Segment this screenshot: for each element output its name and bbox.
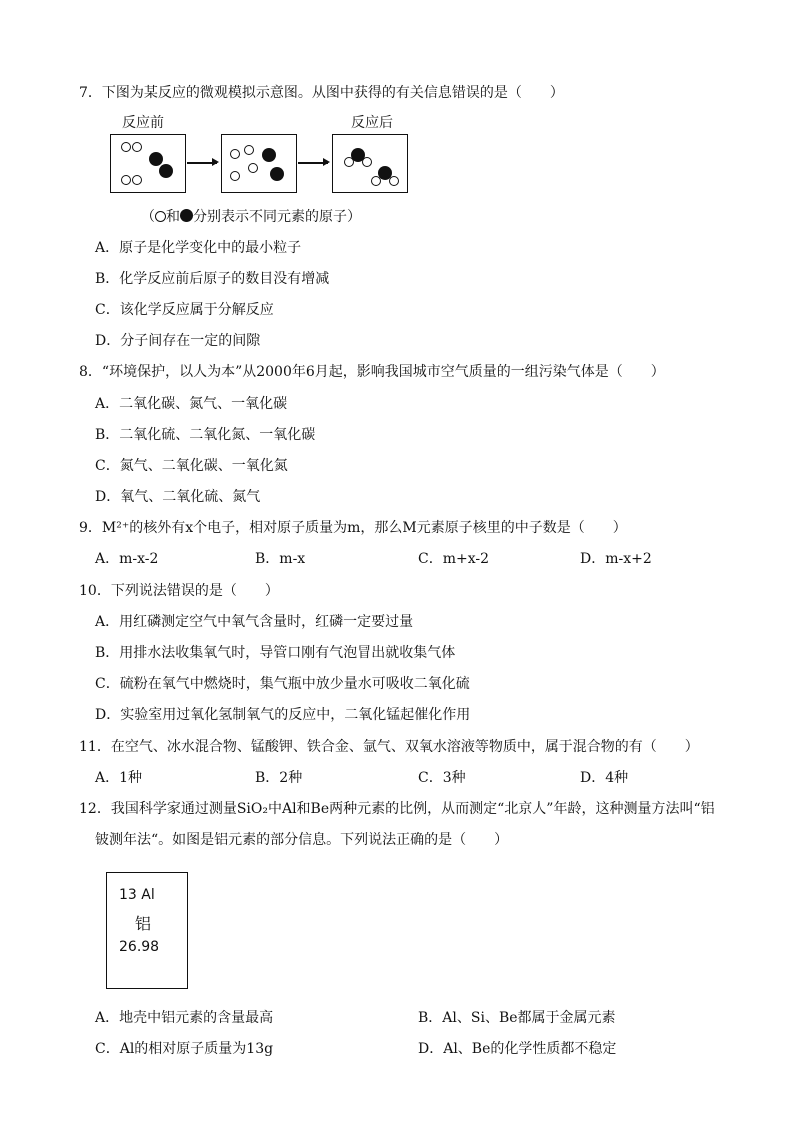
after-box <box>332 134 408 193</box>
q7-option-c[interactable]: C．该化学反应属于分解反应 <box>95 302 274 318</box>
question-7-stem: 7．下图为某反应的微观模拟示意图。从图中获得的有关信息错误的是（ ） <box>79 85 564 101</box>
before-label: 反应前 <box>122 115 164 131</box>
q9-option-c[interactable]: C．m+x-2 <box>418 551 490 567</box>
white-atom <box>121 175 131 185</box>
white-atom <box>362 157 372 167</box>
q10-option-a[interactable]: A．用红磷测定空气中氧气含量时，红磷一定要过量 <box>95 614 414 630</box>
q11-option-c[interactable]: C．3种 <box>418 770 466 786</box>
white-atom-icon <box>155 211 166 222</box>
white-atom <box>389 176 399 186</box>
q8-option-b[interactable]: B．二氧化硫、二氧化氮、一氧化碳 <box>95 427 316 443</box>
white-atom <box>244 145 254 155</box>
atom-legend <box>141 206 361 226</box>
q9-option-d[interactable]: D．m-x+2 <box>580 551 652 567</box>
q12-option-b[interactable]: B．Al、Si、Be都属于金属元素 <box>418 1010 616 1026</box>
white-atom <box>230 149 240 159</box>
element-mass: 26.98 <box>119 939 160 955</box>
before-box <box>110 134 186 193</box>
arrow-icon <box>187 162 217 164</box>
question-10-stem: 10．下列说法错误的是（ ） <box>79 583 279 599</box>
aluminum-element-card <box>106 872 188 989</box>
q11-option-b[interactable]: B．2种 <box>255 770 303 786</box>
q7-option-d[interactable]: D．分子间存在一定的间隙 <box>95 333 261 349</box>
q10-option-d[interactable]: D．实验室用过氧化氢制氧气的反应中，二氧化锰起催化作用 <box>95 707 471 723</box>
white-atom <box>230 171 240 181</box>
q9-option-b[interactable]: B．m-x <box>255 551 306 567</box>
q7-option-b[interactable]: B．化学反应前后原子的数目没有增减 <box>95 271 330 287</box>
q10-option-c[interactable]: C．硫粉在氧气中燃烧时，集气瓶中放少量水可吸收二氧化硫 <box>95 676 470 692</box>
black-atom <box>262 148 276 162</box>
black-atom <box>270 167 284 181</box>
q7-option-a[interactable]: A．原子是化学变化中的最小粒子 <box>95 240 302 256</box>
question-12-stem-line1: 12．我国科学家通过测量SiO₂中Al和Be两种元素的比例，从而测定“北京人”年龄，这种测量方法叫“铝 <box>79 801 715 817</box>
white-atom <box>121 142 131 152</box>
question-8-stem: 8．“环境保护，以人为本”从2000年6月起，影响我国城市空气质量的一组污染气体是（ ） <box>79 364 665 380</box>
element-number-symbol: 13 Al <box>119 887 155 903</box>
white-atom <box>132 175 142 185</box>
white-atom <box>132 142 142 152</box>
q8-option-a[interactable]: A．二氧化碳、氮气、一氧化碳 <box>95 396 288 412</box>
q8-option-d[interactable]: D．氧气、二氧化硫、氮气 <box>95 489 261 505</box>
q12-option-d[interactable]: D．Al、Be的化学性质都不稳定 <box>418 1041 617 1057</box>
after-label: 反应后 <box>351 115 393 131</box>
q12-option-a[interactable]: A．地壳中铝元素的含量最高 <box>95 1010 274 1026</box>
q12-option-c[interactable]: C．Al的相对原子质量为13g <box>95 1041 274 1057</box>
black-atom <box>159 164 173 178</box>
element-name: 铝 <box>135 914 152 933</box>
question-9-stem: 9．M²⁺的核外有x个电子，相对原子质量为m，那么M元素原子核里的中子数是（ ） <box>79 520 627 536</box>
question-11-stem: 11．在空气、冰水混合物、锰酸钾、铁合金、氩气、双氧水溶液等物质中，属于混合物的有（ ） <box>79 739 699 755</box>
white-atom <box>248 163 258 173</box>
q8-option-c[interactable]: C．氮气、二氧化碳、一氧化氮 <box>95 458 288 474</box>
question-12-stem-line2: 铍测年法“。如图是铝元素的部分信息。下列说法正确的是（ ） <box>95 832 509 848</box>
black-atom <box>149 152 163 166</box>
legend-text: 分别表示不同元素的原子） <box>193 209 361 225</box>
black-atom-icon <box>180 209 193 222</box>
q10-option-b[interactable]: B．用排水法收集氧气时，导管口刚有气泡冒出就收集气体 <box>95 645 456 661</box>
q11-option-d[interactable]: D．4种 <box>580 770 629 786</box>
legend-and: 和 <box>166 209 180 225</box>
q9-option-a[interactable]: A．m-x-2 <box>95 551 159 567</box>
arrow-icon <box>298 162 328 164</box>
middle-box <box>221 134 297 193</box>
q11-option-a[interactable]: A．1种 <box>95 770 143 786</box>
legend-paren: （ <box>141 209 155 225</box>
